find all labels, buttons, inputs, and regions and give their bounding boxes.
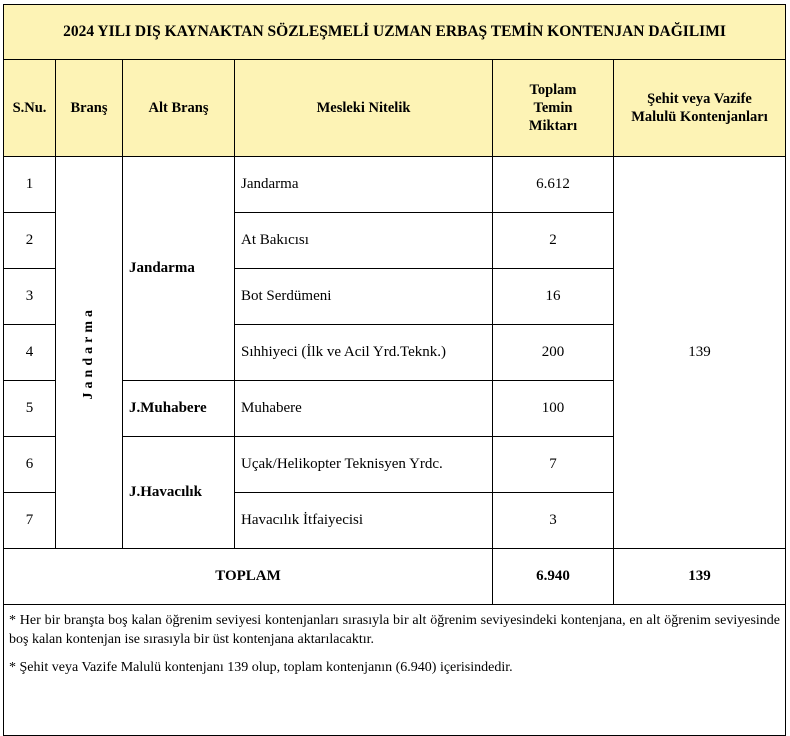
nitelik-cell: Sıhhiyeci (İlk ve Acil Yrd.Teknk.): [235, 325, 493, 381]
total-label: TOPLAM: [4, 549, 493, 605]
row-number: 5: [4, 381, 56, 437]
alt-brans-muhabere: J.Muhabere: [123, 381, 235, 437]
row-number: 1: [4, 157, 56, 213]
note-1: * Her bir branşta boş kalan öğrenim seviyesi kontenjanları sırasıyla bir alt öğrenim seviyesindeki kontenjana, en alt öğrenim seviyesinde boş kalan kontenjan ise sırasıyla bir üst kontenjana aktarılacaktır.: [9, 613, 780, 647]
header-sno: S.Nu.: [4, 60, 56, 157]
notes-section: [4, 605, 786, 736]
row-number: 4: [4, 325, 56, 381]
brans-label: Jandarma: [81, 305, 96, 400]
total-miktar: 6.940: [493, 549, 614, 605]
miktar-cell: 200: [493, 325, 614, 381]
alt-brans-jandarma: Jandarma: [123, 157, 235, 381]
nitelik-cell: Jandarma: [235, 157, 493, 213]
miktar-cell: 3: [493, 493, 614, 549]
brans-cell: [56, 157, 123, 549]
miktar-cell: 7: [493, 437, 614, 493]
header-brans: Branş: [56, 60, 123, 157]
miktar-cell: 100: [493, 381, 614, 437]
header-toplam-temin: Toplam Temin Miktarı: [493, 60, 614, 157]
row-number: 3: [4, 269, 56, 325]
miktar-cell: 2: [493, 213, 614, 269]
row-number: 2: [4, 213, 56, 269]
note-2: * Şehit veya Vazife Malulü kontenjanı 139 olup, toplam kontenjanın (6.940) içerisindedir.: [9, 660, 513, 675]
row-number: 7: [4, 493, 56, 549]
nitelik-cell: At Bakıcısı: [235, 213, 493, 269]
miktar-cell: 6.612: [493, 157, 614, 213]
total-sehit: 139: [614, 549, 786, 605]
quota-table: [3, 4, 786, 736]
quota-document: [3, 4, 785, 695]
nitelik-cell: Havacılık İtfaiyecisi: [235, 493, 493, 549]
table-row: [4, 157, 786, 213]
nitelik-cell: Bot Serdümeni: [235, 269, 493, 325]
header-mesleki-nitelik: Mesleki Nitelik: [235, 60, 493, 157]
total-row: [4, 549, 786, 605]
header-sehit-kontenjan: Şehit veya Vazife Malulü Kontenjanları: [614, 60, 786, 157]
nitelik-cell: Muhabere: [235, 381, 493, 437]
header-alt-brans: Alt Branş: [123, 60, 235, 157]
table-title: 2024 YILI DIŞ KAYNAKTAN SÖZLEŞMELİ UZMAN ERBAŞ TEMİN KONTENJAN DAĞILIMI: [4, 5, 786, 60]
sehit-value-cell: 139: [614, 157, 786, 549]
row-number: 6: [4, 437, 56, 493]
miktar-cell: 16: [493, 269, 614, 325]
alt-brans-havacilik: J.Havacılık: [123, 437, 235, 549]
nitelik-cell: Uçak/Helikopter Teknisyen Yrdc.: [235, 437, 493, 493]
